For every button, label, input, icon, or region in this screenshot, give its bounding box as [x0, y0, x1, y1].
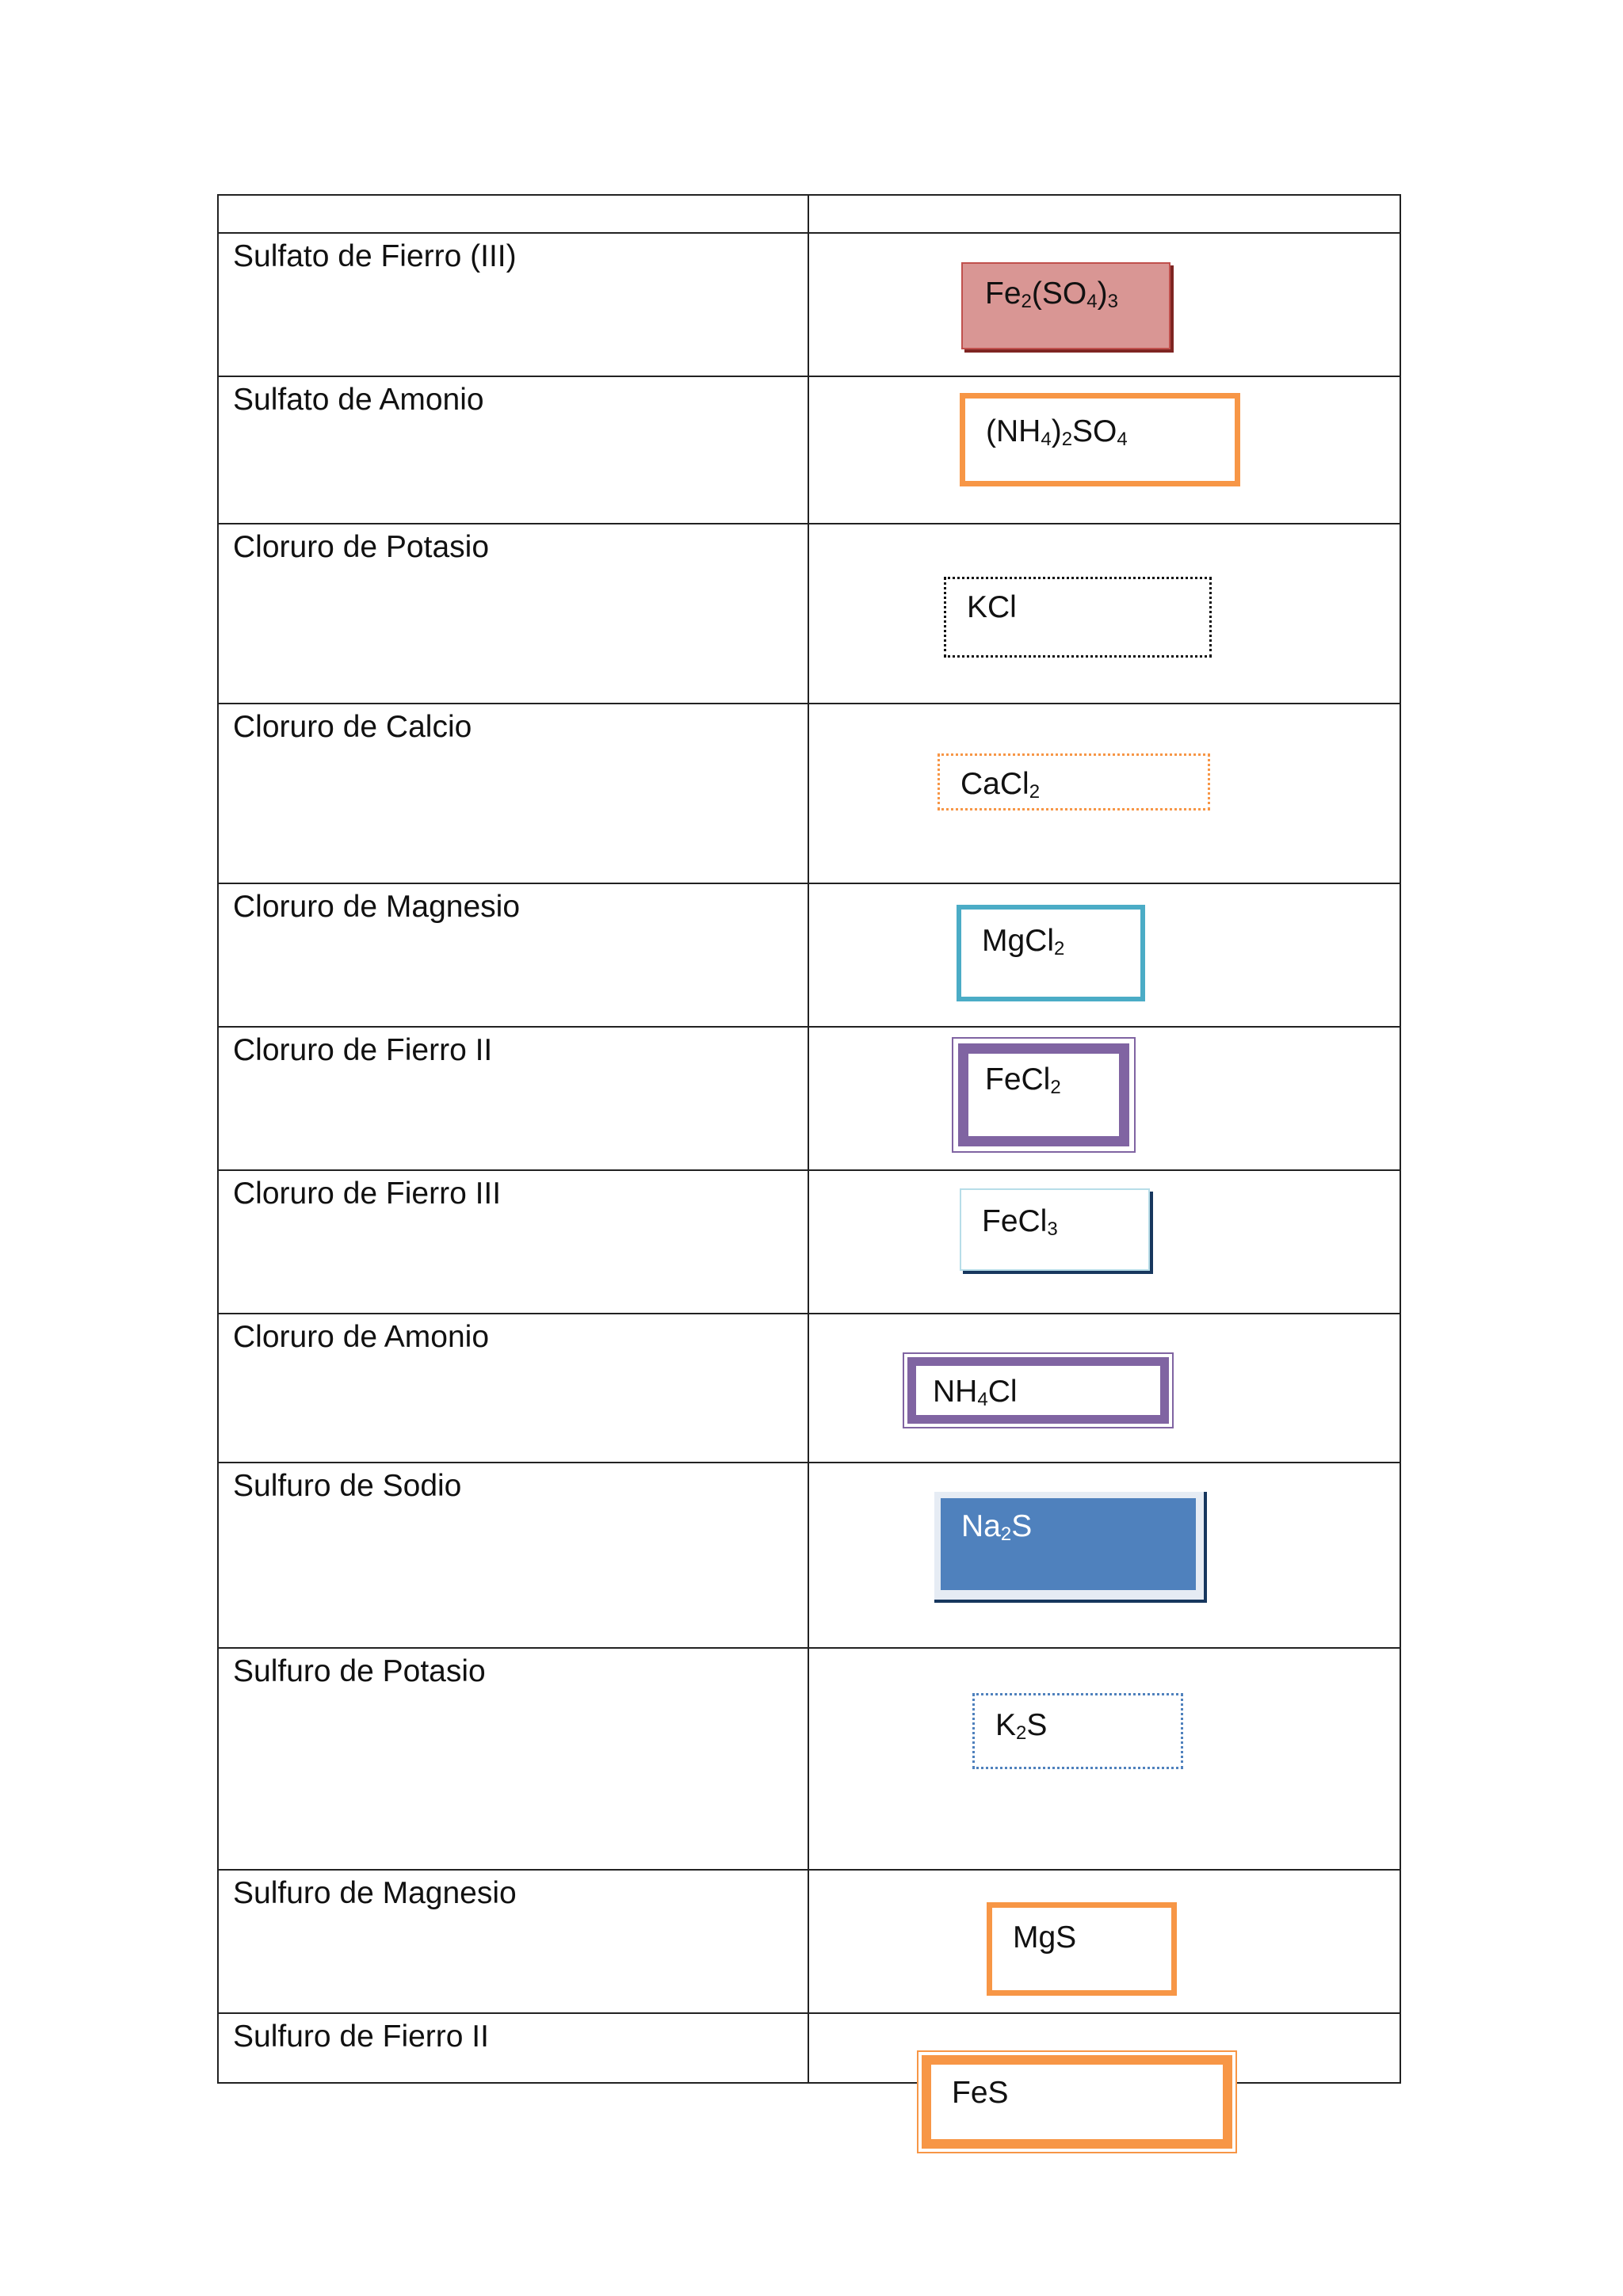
table-row [218, 376, 1400, 524]
table-row [218, 1463, 1400, 1648]
table-row [218, 1870, 1400, 2013]
formula-part: FeCl [982, 1204, 1048, 1238]
formula-part: SO [1072, 414, 1117, 448]
table-row [218, 704, 1400, 883]
formula-box [917, 2050, 1237, 2153]
formula-part: MgS [1013, 1920, 1077, 1955]
header-cell-name [218, 195, 808, 233]
formula-box [972, 1693, 1183, 1769]
formula-text [952, 2077, 1009, 2108]
table-row [218, 1314, 1400, 1463]
table-row [218, 1170, 1400, 1314]
formula-part: Cl [987, 1375, 1018, 1409]
formula-subscript: 2 [1021, 290, 1032, 312]
formula-part: Na [961, 1509, 1001, 1543]
formula-subscript: 2 [1054, 937, 1065, 959]
formula-text [982, 925, 1064, 959]
header-row [218, 195, 1400, 233]
table-row [218, 2013, 1400, 2083]
formula-part: Fe [985, 277, 1022, 311]
formula-part: FeCl [985, 1062, 1051, 1097]
formula-text [985, 278, 1118, 311]
formula-box [960, 393, 1240, 486]
formula-subscript: 2 [1029, 780, 1041, 803]
compound-name: Cloruro de Calcio [218, 704, 808, 883]
table-row [218, 1027, 1400, 1170]
formula-subscript: 3 [1047, 1218, 1058, 1240]
compound-name: Cloruro de Potasio [218, 524, 808, 704]
formula-part: ) [1097, 277, 1108, 311]
formula-part: KCl [967, 590, 1017, 624]
table-row [218, 524, 1400, 704]
formula-box [960, 1188, 1150, 1271]
formula-box [987, 1902, 1177, 1996]
header-cell-formula [808, 195, 1400, 233]
formula-text [967, 592, 1017, 623]
formula-text [995, 1710, 1047, 1743]
formula-text [986, 416, 1128, 449]
formula-subscript: 2 [1050, 1076, 1061, 1098]
formula-box [961, 262, 1170, 349]
formula-subscript: 2 [1016, 1722, 1027, 1744]
formula-text [961, 1511, 1032, 1544]
formula-box [934, 1492, 1207, 1603]
formula-box [952, 1037, 1136, 1153]
table-row [218, 233, 1400, 376]
compound-name: Cloruro de Magnesio [218, 883, 808, 1027]
formula-box [938, 753, 1210, 810]
formula-part: ) [1051, 414, 1062, 448]
compound-name: Sulfuro de Magnesio [218, 1870, 808, 2013]
compound-name: Sulfuro de Fierro II [218, 2013, 808, 2083]
formula-part: S [1026, 1708, 1048, 1742]
formula-part: (SO [1031, 277, 1087, 311]
compound-table [217, 194, 1401, 2110]
formula-text [933, 1376, 1018, 1409]
formula-part: MgCl [982, 924, 1055, 958]
table-row [218, 883, 1400, 1027]
formula-subscript: 4 [1117, 428, 1128, 450]
compound-name: Sulfato de Fierro (III) [218, 233, 808, 376]
table-row [218, 1648, 1400, 1870]
formula-subscript: 2 [1061, 428, 1073, 450]
formula-box [957, 905, 1145, 1001]
formula-part: S [1011, 1509, 1033, 1543]
compound-name: Sulfuro de Potasio [218, 1648, 808, 1870]
compound-name: Sulfato de Amonio [218, 376, 808, 524]
formula-text [985, 1064, 1061, 1097]
formula-part: FeS [952, 2076, 1009, 2110]
formula-text [1013, 1922, 1076, 1953]
formula-subscript: 2 [1000, 1523, 1012, 1545]
formula-subscript: 4 [1086, 290, 1098, 312]
compound-name: Cloruro de Fierro III [218, 1170, 808, 1314]
formula-subscript: 4 [1041, 428, 1052, 450]
formula-part: NH [933, 1375, 978, 1409]
formula-box [944, 577, 1212, 658]
compound-name: Cloruro de Amonio [218, 1314, 808, 1463]
formula-subscript: 4 [977, 1388, 988, 1410]
compound-name: Sulfuro de Sodio [218, 1463, 808, 1648]
formula-text [960, 769, 1040, 802]
formula-part: (NH [986, 414, 1041, 448]
compound-name: Cloruro de Fierro II [218, 1027, 808, 1170]
formula-part: CaCl [960, 767, 1029, 801]
formula-box [903, 1352, 1174, 1428]
formula-text [982, 1206, 1058, 1239]
formula-part: K [995, 1708, 1017, 1742]
formula-subscript: 3 [1107, 290, 1118, 312]
